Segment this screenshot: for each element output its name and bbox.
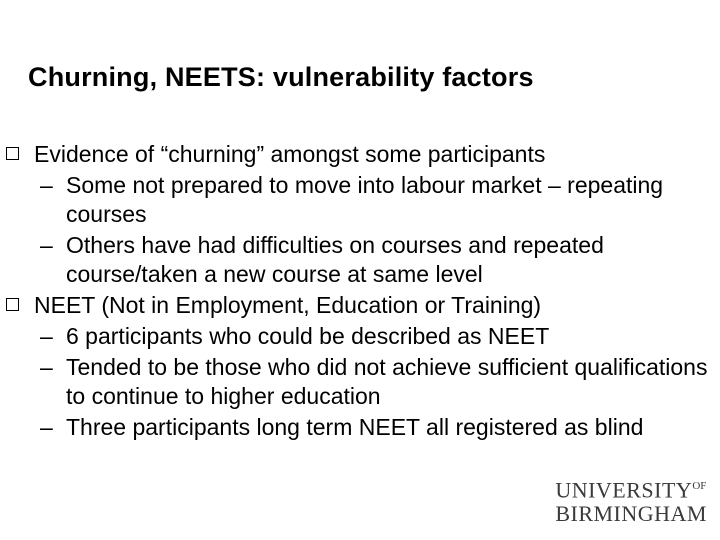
sub-bullet — [0, 322, 720, 351]
bullet-text: Evidence of “churning” amongst some participants — [34, 141, 546, 167]
sub-bullet-text: Tended to be those who did not achieve sufficient qualifications to continue to higher education — [66, 354, 708, 409]
logo-of-text: OF — [692, 479, 707, 492]
sub-bullet — [0, 171, 720, 229]
dash-bullet-icon: – — [40, 414, 53, 440]
sub-bullet-text: Others have had difficulties on courses and repeated course/taken a new course at same level — [66, 232, 604, 287]
bullet-churning — [0, 140, 720, 169]
university-logo — [555, 474, 707, 526]
sub-bullet — [0, 353, 720, 411]
square-bullet-icon — [6, 298, 19, 311]
dash-bullet-icon: – — [40, 354, 53, 380]
dash-bullet-icon: – — [40, 172, 53, 198]
sub-bullet-text: Three participants long term NEET all registered as blind — [66, 414, 644, 440]
slide-title: Churning, NEETS: vulnerability factors — [28, 62, 534, 92]
slide-content — [0, 140, 720, 444]
logo-birmingham-text: BIRMINGHAM — [555, 501, 707, 526]
bullet-neet — [0, 291, 720, 320]
dash-bullet-icon: – — [40, 323, 53, 349]
dash-bullet-icon: – — [40, 232, 53, 258]
square-bullet-icon — [6, 147, 19, 160]
logo-university-text: UNIVERSITY — [555, 477, 693, 502]
sub-bullet-text: 6 participants who could be described as NEET — [66, 323, 550, 349]
sub-bullet — [0, 413, 720, 442]
sub-bullet — [0, 231, 720, 289]
bullet-text: NEET (Not in Employment, Education or Training) — [34, 292, 542, 318]
sub-bullet-text: Some not prepared to move into labour market – repeating courses — [66, 172, 664, 227]
